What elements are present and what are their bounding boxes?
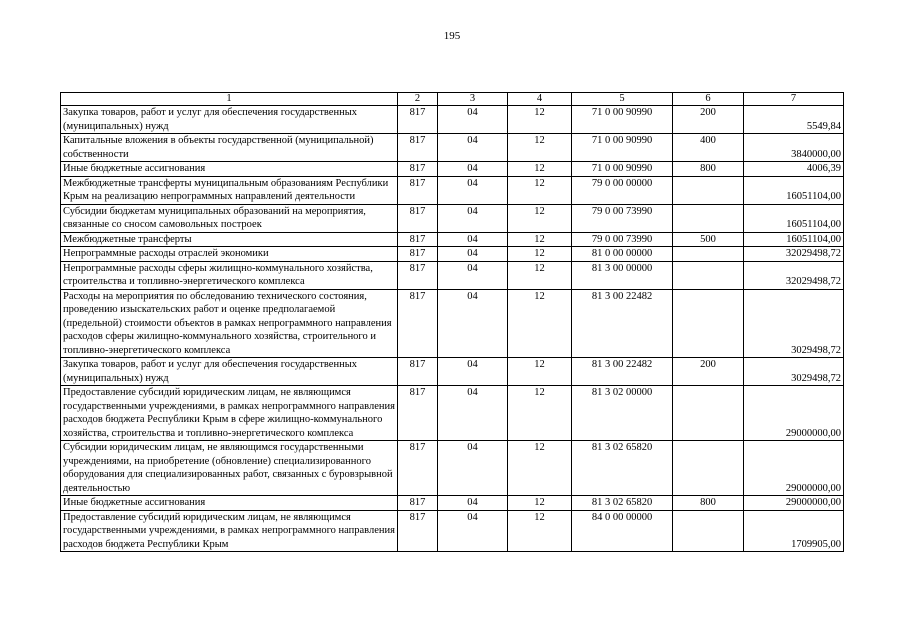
target-article-cell: 81 0 00 00000	[572, 247, 673, 262]
row-name-cell: Закупка товаров, работ и услуг для обеспечения государственных (муниципальных) нужд	[61, 358, 398, 386]
subsection-cell: 12	[508, 510, 572, 552]
table-row	[61, 358, 844, 386]
table-row	[61, 441, 844, 496]
expense-type-cell	[673, 247, 744, 262]
section-cell: 04	[438, 289, 508, 358]
row-name-cell: Иные бюджетные ассигнования	[61, 162, 398, 177]
row-name-cell: Субсидии юридическим лицам, не являющимся государственными учреждениями, на приобретение (обновление) специализированного оборудования для специализированных работ, связанных с буровзрывной деятельностью	[61, 441, 398, 496]
row-name-cell: Непрограммные расходы отраслей экономики	[61, 247, 398, 262]
amount-cell: 4006,39	[744, 162, 844, 177]
code-cell: 817	[398, 386, 438, 441]
target-article-cell: 71 0 00 90990	[572, 134, 673, 162]
expense-type-cell: 200	[673, 358, 744, 386]
table-row	[61, 261, 844, 289]
target-article-cell: 81 3 00 22482	[572, 289, 673, 358]
target-article-cell: 79 0 00 00000	[572, 176, 673, 204]
code-cell: 817	[398, 358, 438, 386]
expense-type-cell	[673, 204, 744, 232]
table-row	[61, 162, 844, 177]
table-row	[61, 106, 844, 134]
subsection-cell: 12	[508, 289, 572, 358]
target-article-cell: 79 0 00 73990	[572, 204, 673, 232]
code-cell: 817	[398, 176, 438, 204]
table-row	[61, 386, 844, 441]
expense-type-cell: 800	[673, 162, 744, 177]
section-cell: 04	[438, 106, 508, 134]
expense-type-cell: 500	[673, 232, 744, 247]
target-article-cell: 81 3 00 00000	[572, 261, 673, 289]
amount-cell: 3029498,72	[744, 289, 844, 358]
table-row	[61, 232, 844, 247]
code-cell: 817	[398, 289, 438, 358]
table-header-row	[61, 93, 844, 106]
amount-cell: 5549,84	[744, 106, 844, 134]
amount-cell: 3840000,00	[744, 134, 844, 162]
target-article-cell: 84 0 00 00000	[572, 510, 673, 552]
subsection-cell: 12	[508, 496, 572, 511]
section-cell: 04	[438, 162, 508, 177]
section-cell: 04	[438, 358, 508, 386]
budget-table	[60, 92, 844, 552]
amount-cell: 29000000,00	[744, 496, 844, 511]
row-name-cell: Межбюджетные трансферты	[61, 232, 398, 247]
code-cell: 817	[398, 162, 438, 177]
table-row	[61, 247, 844, 262]
amount-cell: 29000000,00	[744, 441, 844, 496]
table-row	[61, 134, 844, 162]
section-cell: 04	[438, 441, 508, 496]
amount-cell: 32029498,72	[744, 261, 844, 289]
code-cell: 817	[398, 441, 438, 496]
subsection-cell: 12	[508, 441, 572, 496]
subsection-cell: 12	[508, 176, 572, 204]
table-row	[61, 289, 844, 358]
table-row	[61, 496, 844, 511]
target-article-cell: 81 3 02 65820	[572, 441, 673, 496]
column-header: 6	[673, 93, 744, 106]
section-cell: 04	[438, 261, 508, 289]
expense-type-cell: 200	[673, 106, 744, 134]
row-name-cell: Закупка товаров, работ и услуг для обеспечения государственных (муниципальных) нужд	[61, 106, 398, 134]
row-name-cell: Иные бюджетные ассигнования	[61, 496, 398, 511]
amount-cell: 3029498,72	[744, 358, 844, 386]
subsection-cell: 12	[508, 162, 572, 177]
section-cell: 04	[438, 204, 508, 232]
target-article-cell: 71 0 00 90990	[572, 106, 673, 134]
subsection-cell: 12	[508, 106, 572, 134]
target-article-cell: 79 0 00 73990	[572, 232, 673, 247]
section-cell: 04	[438, 176, 508, 204]
subsection-cell: 12	[508, 232, 572, 247]
column-header: 7	[744, 93, 844, 106]
code-cell: 817	[398, 510, 438, 552]
expense-type-cell	[673, 441, 744, 496]
amount-cell: 16051104,00	[744, 176, 844, 204]
table-row	[61, 176, 844, 204]
expense-type-cell	[673, 261, 744, 289]
row-name-cell: Непрограммные расходы сферы жилищно-коммунального хозяйства, строительства и топливно-энергетического комплекса	[61, 261, 398, 289]
target-article-cell: 81 3 00 22482	[572, 358, 673, 386]
code-cell: 817	[398, 496, 438, 511]
column-header: 3	[438, 93, 508, 106]
expense-type-cell: 400	[673, 134, 744, 162]
code-cell: 817	[398, 134, 438, 162]
amount-cell: 16051104,00	[744, 232, 844, 247]
column-header: 4	[508, 93, 572, 106]
expense-type-cell	[673, 176, 744, 204]
code-cell: 817	[398, 247, 438, 262]
expense-type-cell	[673, 510, 744, 552]
target-article-cell: 81 3 02 00000	[572, 386, 673, 441]
section-cell: 04	[438, 134, 508, 162]
table-row	[61, 510, 844, 552]
column-header: 5	[572, 93, 673, 106]
column-header: 2	[398, 93, 438, 106]
code-cell: 817	[398, 106, 438, 134]
column-header: 1	[61, 93, 398, 106]
subsection-cell: 12	[508, 204, 572, 232]
section-cell: 04	[438, 386, 508, 441]
subsection-cell: 12	[508, 247, 572, 262]
amount-cell: 1709905,00	[744, 510, 844, 552]
subsection-cell: 12	[508, 134, 572, 162]
row-name-cell: Расходы на мероприятия по обследованию технического состояния, проведению изыскательских работ и оценке предполагаемой (предельной) стоимости объектов в рамках непрограммного направления расходов сферы жилищно-коммунального хозяйства, строительного и топливно-энергетического комплекса	[61, 289, 398, 358]
section-cell: 04	[438, 496, 508, 511]
row-name-cell: Межбюджетные трансферты муниципальным образованиям Республики Крым на реализацию непрограммных направлений деятельности	[61, 176, 398, 204]
row-name-cell: Предоставление субсидий юридическим лицам, не являющимся государственными учреждениями, в рамках непрограммного направления расходов бюджета Республики Крым в сфере жилищно-коммунального хозяйства, строительства и топливно-энергетического комплекса	[61, 386, 398, 441]
amount-cell: 16051104,00	[744, 204, 844, 232]
section-cell: 04	[438, 232, 508, 247]
table-row	[61, 204, 844, 232]
row-name-cell: Капитальные вложения в объекты государственной (муниципальной) собственности	[61, 134, 398, 162]
section-cell: 04	[438, 510, 508, 552]
expense-type-cell	[673, 386, 744, 441]
target-article-cell: 81 3 02 65820	[572, 496, 673, 511]
subsection-cell: 12	[508, 386, 572, 441]
section-cell: 04	[438, 247, 508, 262]
row-name-cell: Субсидии бюджетам муниципальных образований на мероприятия, связанные со сносом самовольных построек	[61, 204, 398, 232]
code-cell: 817	[398, 232, 438, 247]
code-cell: 817	[398, 261, 438, 289]
amount-cell: 29000000,00	[744, 386, 844, 441]
expense-type-cell	[673, 289, 744, 358]
row-name-cell: Предоставление субсидий юридическим лицам, не являющимся государственными учреждениями, в рамках непрограммного направления расходов бюджета Республики Крым	[61, 510, 398, 552]
subsection-cell: 12	[508, 261, 572, 289]
expense-type-cell: 800	[673, 496, 744, 511]
target-article-cell: 71 0 00 90990	[572, 162, 673, 177]
code-cell: 817	[398, 204, 438, 232]
page-number: 195	[443, 30, 461, 42]
subsection-cell: 12	[508, 358, 572, 386]
amount-cell: 32029498,72	[744, 247, 844, 262]
